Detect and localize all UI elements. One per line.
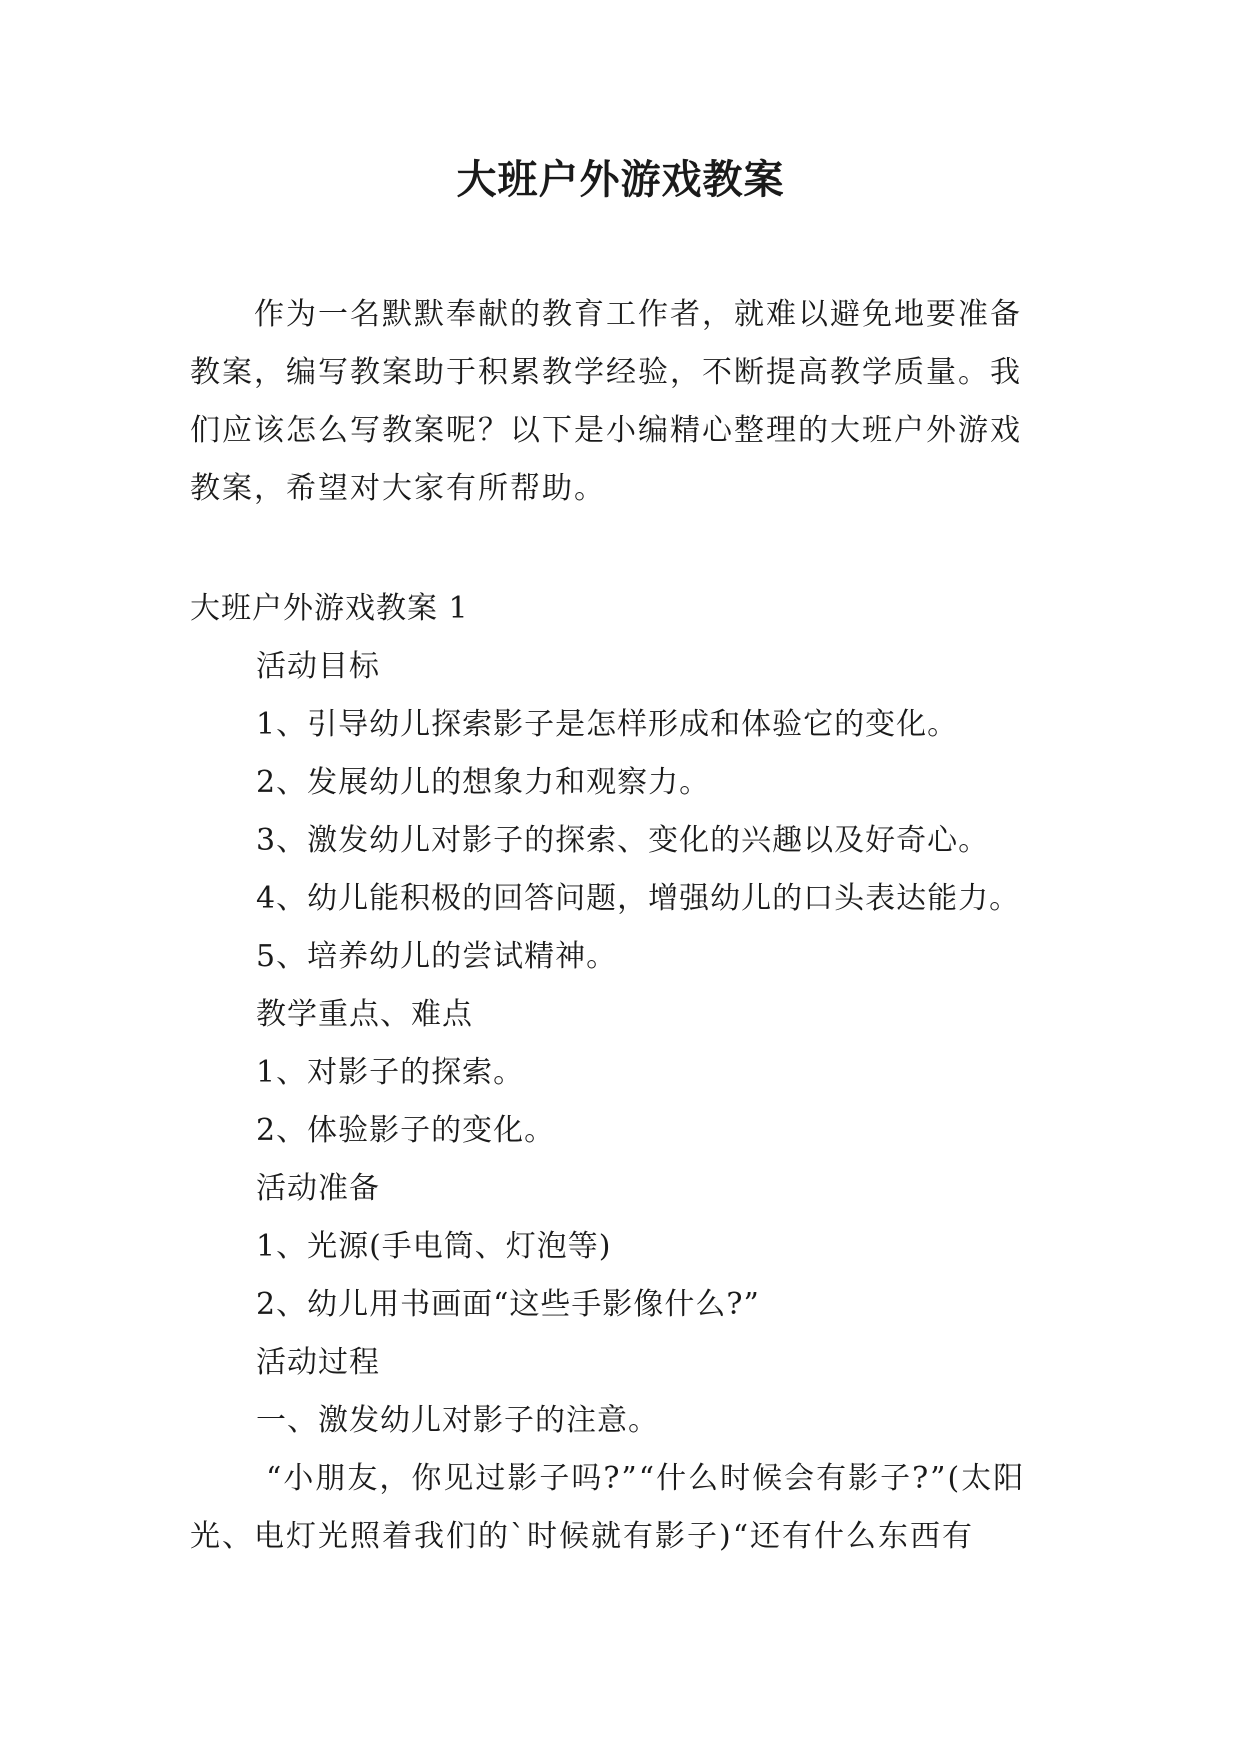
goal-item-2: 2、发展幼儿的想象力和观察力。	[256, 765, 711, 800]
preparation-item-2: 2、幼儿用书画面“这些手影像什么?”	[256, 1287, 760, 1322]
process-paragraph: “小朋友，你见过影子吗?”“什么时候会有影子?”(太阳光、电灯光照着我们的`时候就有影子)“还有什么东西有	[190, 1461, 1026, 1554]
document-body	[190, 638, 1070, 1566]
heading-key-points: 教学重点、难点	[256, 997, 473, 1032]
key-point-item-1: 1、对影子的探索。	[256, 1055, 525, 1090]
key-point-item-2: 2、体验影子的变化。	[256, 1113, 556, 1148]
document-title: 大班户外游戏教案	[456, 157, 785, 203]
goal-item-4: 4、幼儿能积极的回答问题，增强幼儿的口头表达能力。	[256, 881, 1021, 916]
heading-process: 活动过程	[256, 1345, 380, 1380]
section-heading: 大班户外游戏教案 1	[190, 591, 469, 626]
heading-activity-goals: 活动目标	[256, 649, 380, 684]
process-step-1: 一、激发幼儿对影子的注意。	[256, 1403, 659, 1438]
goal-item-5: 5、培养幼儿的尝试精神。	[256, 939, 618, 974]
preparation-item-1: 1、光源(手电筒、灯泡等)	[256, 1229, 612, 1264]
heading-preparation: 活动准备	[256, 1171, 380, 1206]
intro-paragraph: 作为一名默默奉献的教育工作者，就难以避免地要准备教案，编写教案助于积累教学经验，不断提高教学质量。我们应该怎么写教案呢？以下是小编精心整理的大班户外游戏教案，希望对大家有所帮助。	[190, 297, 1022, 506]
goal-item-3: 3、激发幼儿对影子的探索、变化的兴趣以及好奇心。	[256, 823, 990, 858]
goal-item-1: 1、引导幼儿探索影子是怎样形成和体验它的变化。	[256, 707, 959, 742]
